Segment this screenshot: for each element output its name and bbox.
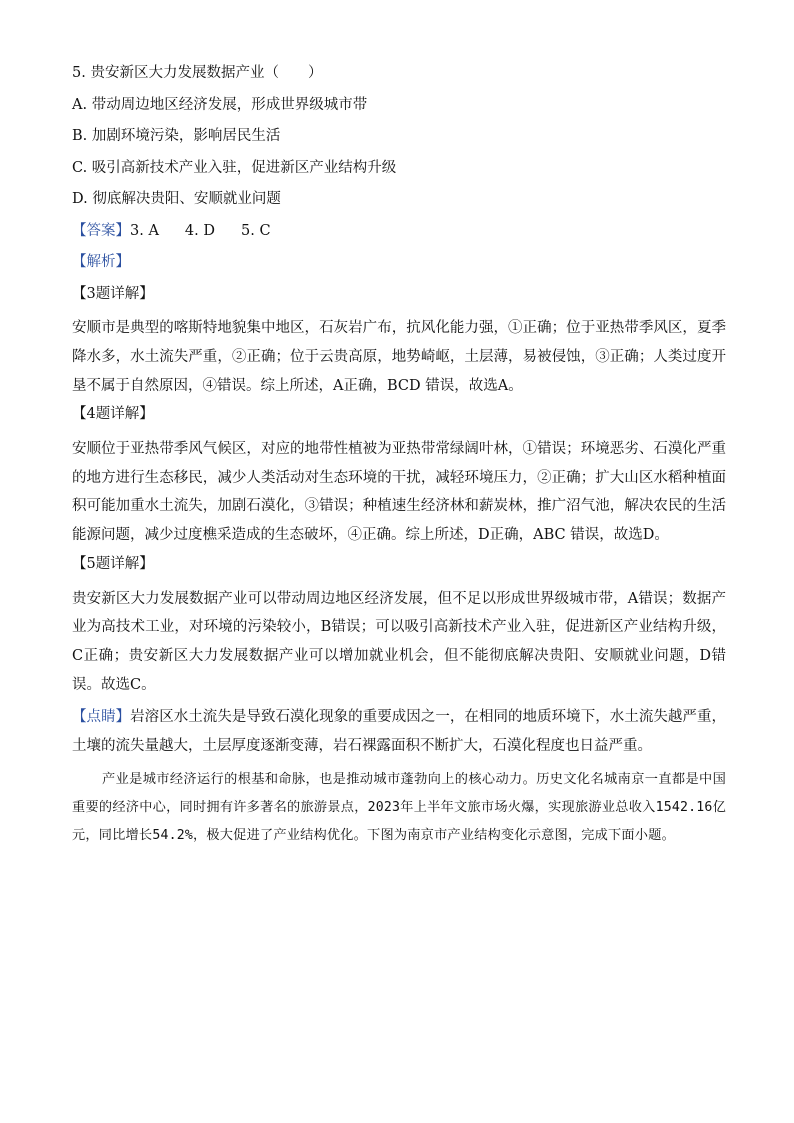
answer-item-4: 4. D <box>184 222 215 239</box>
reading-passage: 产业是城市经济运行的根基和命脉，也是推动城市蓬勃向上的核心动力。历史文化名城南京一直都是中国重要的经济中心，同时拥有许多著名的旅游景点，2023年上半年文旅市场火爆，实现旅游业总收入1542.16亿元，同比增长54.2%，极大促进了产业结构优化。下图为南京市产业结构变化示意图，完成下面小题。 <box>72 772 726 844</box>
detail4-header: 【4题详解】 <box>72 406 154 423</box>
detail4-text: 安顺位于亚热带季风气候区，对应的地带性植被为亚热带常绿阔叶林，①错误；环境恶劣、石漠化严重的地方进行生态移民，减少人类活动对生态环境的干扰，减轻环境压力，②正确；扩大山区水稻种植面积可能加重水土流失，加剧石漠化，③错误；种植速生经济林和薪炭林，推广沼气池，解决农民的生活能源问题，减少过度樵采造成的生态破坏，④正确。综上所述，D正确，ABC 错误，故选D。 <box>72 440 726 544</box>
question5-stem: 5. 贵安新区大力发展数据产业（ ） <box>72 65 323 81</box>
question5-option-d: D. 彻底解决贵阳、安顺就业问题 <box>72 191 281 207</box>
detail3-header: 【3题详解】 <box>72 285 154 302</box>
detail5-header: 【5题详解】 <box>72 556 154 573</box>
detail5-text: 贵安新区大力发展数据产业可以带动周边地区经济发展，但不足以形成世界级城市带，A错误；数据产业为高技术工业，对环境的污染较小，B错误；可以吸引高新技术产业入驻，促进新区产业结构升级，C正确；贵安新区大力发展数据产业可以增加就业机会，但不能彻底解决贵阳、安顺就业问题，D错误。故选C。 <box>72 590 726 693</box>
answer-label: 【答案】 <box>72 222 130 239</box>
detail3-text: 安顺市是典型的喀斯特地貌集中地区，石灰岩广布，抗风化能力强，①正确；位于亚热带季风区，夏季降水多，水土流失严重，②正确；位于云贵高原，地势崎岖，土层薄，易被侵蚀，③正确；人类过度开垦不属于自然原因，④错误。综上所述，A正确，BCD 错误，故选A。 <box>72 320 726 394</box>
answer-item-5: 5. C <box>241 222 271 239</box>
answer-line <box>72 220 726 242</box>
document-page <box>72 62 726 850</box>
analysis-label: 【解析】 <box>72 254 130 270</box>
tip-text: 岩溶区水土流失是导致石漠化现象的重要成因之一，在相同的地质环境下，水土流失越严重，土壤的流失量越大，土层厚度逐渐变薄，岩石裸露面积不断扩大，石漠化程度也日益严重。 <box>72 708 727 754</box>
question5-option-a: A. 带动周边地区经济发展，形成世界级城市带 <box>72 96 368 113</box>
question5-option-b: B. 加剧环境污染，影响居民生活 <box>72 128 281 144</box>
tip-paragraph <box>72 703 726 761</box>
tip-label: 【点睛】 <box>72 708 131 725</box>
question5-option-c: C. 吸引高新技术产业入驻，促进新区产业结构升级 <box>72 159 397 176</box>
answer-item-3: 3. A <box>130 222 159 239</box>
